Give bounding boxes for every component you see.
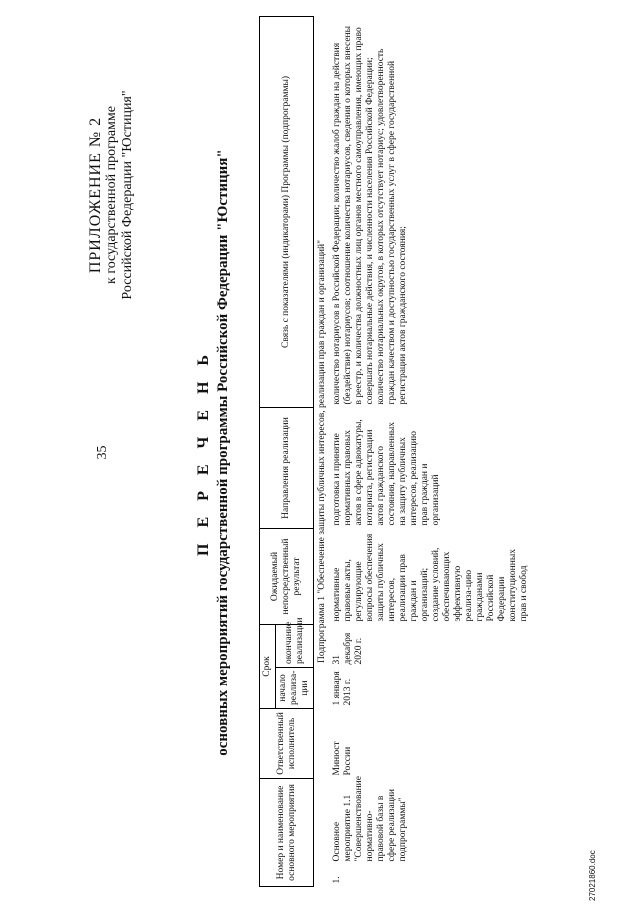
appendix-number: ПРИЛОЖЕНИЕ № 2 (87, 116, 104, 274)
header-row (260, 16, 276, 886)
header-directions: Направления реализации (260, 407, 314, 528)
header-start: начало реализа-ции (276, 667, 314, 708)
row-start: 1 января 2013 г. (332, 671, 353, 706)
row-end: 31 декабря 2020 г. (332, 632, 364, 665)
header-indicators: Связь с показателями (индикаторами) Программы (подпрограммы) (260, 16, 314, 407)
appendix-caption (88, 25, 136, 365)
appendix-line-3: Российской Федерации "Юстиция" (120, 90, 135, 300)
title-line-1: П Е Р Е Ч Е Н Ь (195, 349, 212, 556)
header-executor: Ответственный исполнитель (260, 708, 314, 778)
header-result: Ожидаемый непосредственный результат (260, 528, 314, 624)
document-id: 27021860.doc (588, 850, 597, 901)
row-name: Основное мероприятие 1.1 "Совершенствование нормативно-правовой базы в сфере реализации подпрограммы" (332, 776, 408, 862)
appendix-line-2: к государственной программе (104, 106, 119, 284)
table-row (330, 16, 532, 886)
row-number: 1. (332, 876, 342, 884)
header-number-name: Номер и наименование основного мероприятия (260, 778, 314, 886)
row-result: нормативные правовые акты, регулирующие вопросы обеспечения защиты публичных интересов, реализации прав граждан и организаций; создание условий, обеспечивающих эффективную реализа-цию гражданами Российской Федерации конституционных прав и свобод (332, 533, 529, 622)
document-title (195, 60, 232, 845)
measures-table (259, 16, 532, 887)
header-end: окончание реализации (276, 624, 314, 667)
title-line-2: основных мероприятий государственной программы Российской Федерации "Юстиция" (215, 149, 231, 756)
page-number: 35 (95, 445, 110, 460)
row-executor: Минюст России (332, 741, 353, 776)
row-indicators: количество нотариусов в Российской Федерации; количество жалоб граждан на действия (бездействие) нотариусов; соотношение количества нотариусов, сведения о которых внесены в реестр, и количества должностных лиц органов местного самоуправления, имеющих право совершать нотариальные действия, и численности населения Российской Федерации; количество нотариальных округов, в которых отсутствует нотариус; удовлетворенность граждан качеством и доступностью государственных услуг в сфере государственной регистрации актов гражданского состояния; (332, 25, 408, 405)
subprogram-row (314, 16, 331, 886)
subprogram-title: Подпрограмма 1 "Обеспечение защиты публичных интересов, реализации прав граждан и организаций" (317, 240, 327, 663)
row-directions: подготовка и принятие нормативных правовых актов в сфере адвокатуры, нотариата, регистрации актов гражданского состояния, направленных на защиту публичных интересов, реализацию прав граждан и организаций (332, 419, 441, 526)
header-term: Срок (260, 624, 276, 708)
